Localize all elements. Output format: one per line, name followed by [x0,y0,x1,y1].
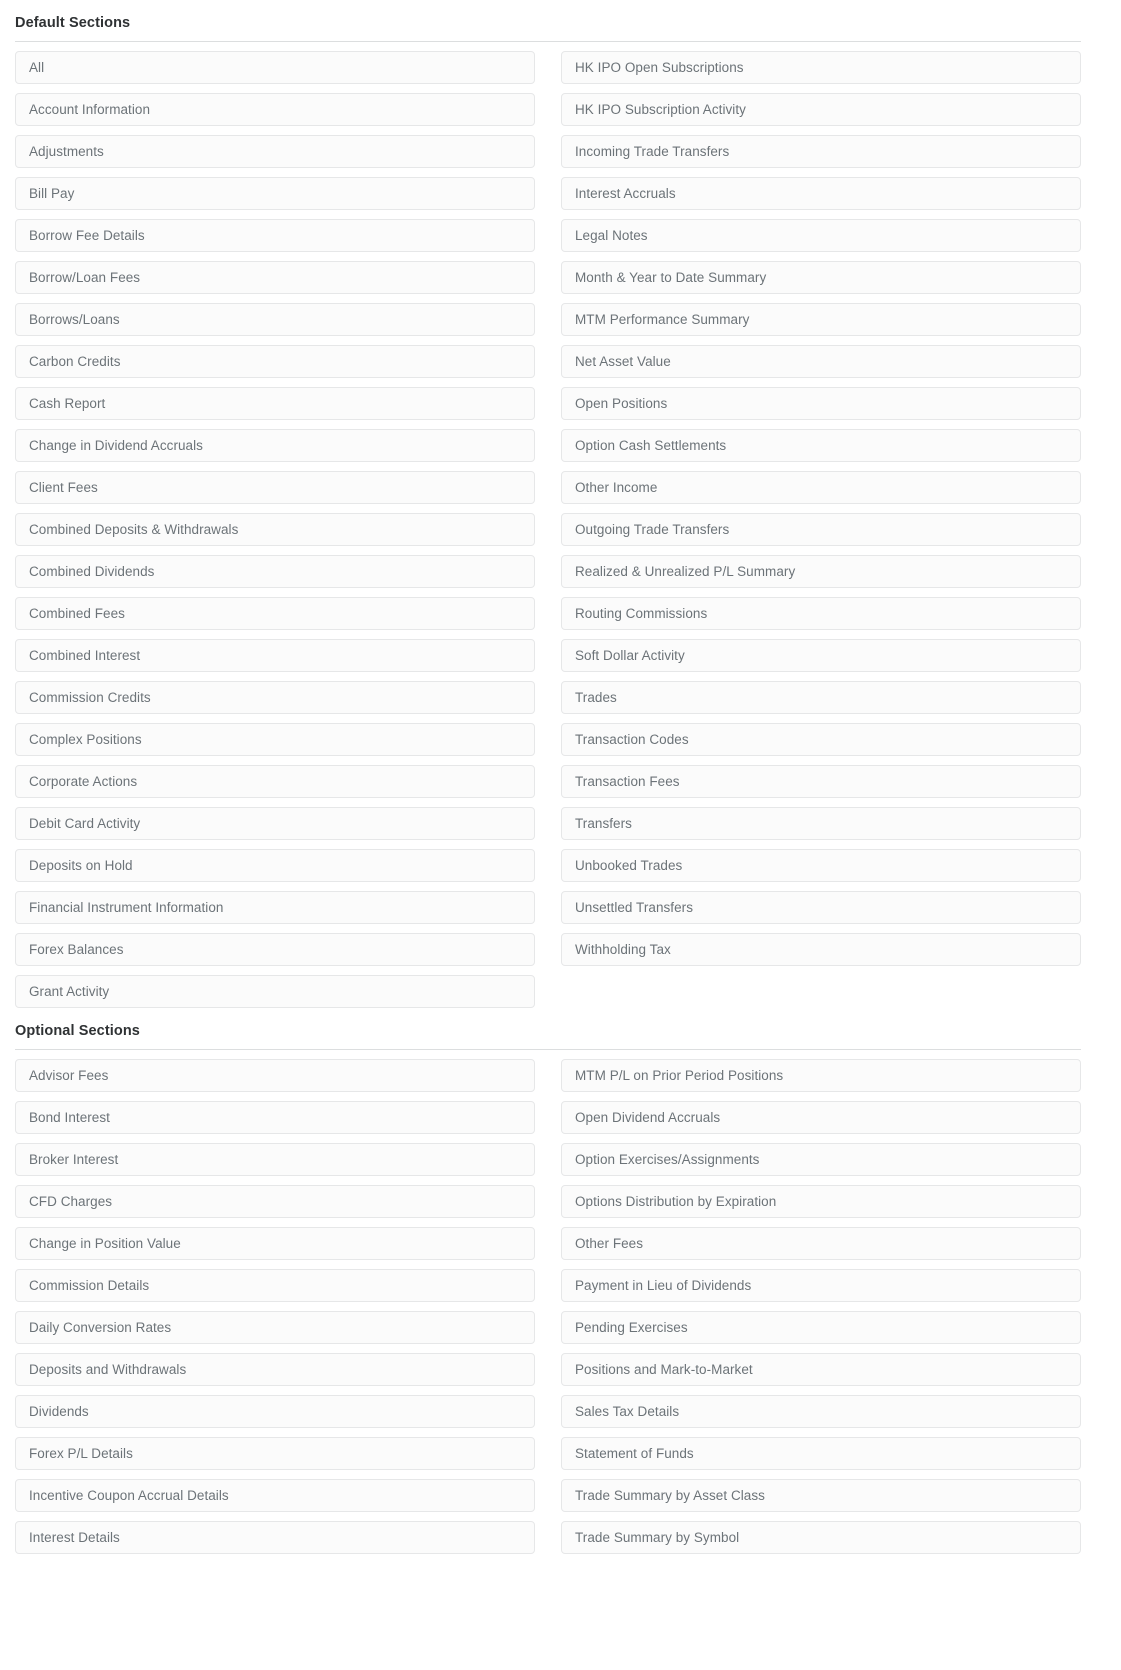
section-item-label: HK IPO Subscription Activity [575,101,746,117]
section-item[interactable] [561,1437,1081,1470]
section-item[interactable] [15,1479,535,1512]
section-item-label: Interest Details [29,1529,120,1545]
section-item[interactable] [561,1269,1081,1302]
section-item-label: Soft Dollar Activity [575,647,685,663]
section-item[interactable] [561,513,1081,546]
optional-sections-right-column [561,1059,1081,1554]
section-item[interactable] [561,345,1081,378]
section-item-label: Corporate Actions [29,773,138,789]
section-item-label: Deposits on Hold [29,857,133,873]
section-item[interactable] [15,1059,535,1092]
section-item[interactable] [561,807,1081,840]
section-item[interactable] [15,1227,535,1260]
section-item[interactable] [15,849,535,882]
section-item-label: MTM P/L on Prior Period Positions [575,1067,784,1083]
section-item-label: Transaction Codes [575,731,689,747]
section-item-label: Grant Activity [29,983,110,999]
section-item-label: Forex P/L Details [29,1445,133,1461]
section-item[interactable] [561,681,1081,714]
section-item-label: Other Fees [575,1235,644,1251]
section-item[interactable] [561,1311,1081,1344]
section-item[interactable] [561,135,1081,168]
section-item[interactable] [561,891,1081,924]
section-item-label: Borrow Fee Details [29,227,145,243]
section-item-label: Option Cash Settlements [575,437,727,453]
section-item-label: Daily Conversion Rates [29,1319,172,1335]
section-item[interactable] [15,219,535,252]
section-item-label: Trades [575,689,617,705]
section-item[interactable] [15,891,535,924]
default-sections-section [15,0,1081,1008]
section-item[interactable] [561,429,1081,462]
section-item-label: Forex Balances [29,941,124,957]
section-item-label: All [29,59,45,75]
section-item[interactable] [561,933,1081,966]
section-item-label: Combined Deposits & Withdrawals [29,521,239,537]
section-item-label: Account Information [29,101,151,117]
section-item[interactable] [15,1311,535,1344]
section-item[interactable] [15,387,535,420]
section-item-label: Transaction Fees [575,773,680,789]
section-item[interactable] [561,723,1081,756]
section-item[interactable] [15,597,535,630]
section-item[interactable] [561,1143,1081,1176]
section-item-label: Other Income [575,479,658,495]
section-item[interactable] [15,177,535,210]
section-item[interactable] [15,765,535,798]
section-item-label: Change in Position Value [29,1235,181,1251]
section-item[interactable] [15,807,535,840]
section-item[interactable] [15,1143,535,1176]
section-item[interactable] [561,219,1081,252]
section-item[interactable] [15,1101,535,1134]
section-item-label: Open Positions [575,395,668,411]
section-item-label: Pending Exercises [575,1319,688,1335]
section-item-label: Outgoing Trade Transfers [575,521,730,537]
section-item[interactable] [15,471,535,504]
section-item-label: Options Distribution by Expiration [575,1193,777,1209]
section-item[interactable] [15,1395,535,1428]
section-item[interactable] [561,1479,1081,1512]
section-item[interactable] [15,51,535,84]
section-item[interactable] [15,345,535,378]
section-item-label: Combined Dividends [29,563,155,579]
section-item[interactable] [15,1437,535,1470]
section-item[interactable] [15,513,535,546]
section-item-label: Trade Summary by Symbol [575,1529,740,1545]
section-item-label: Sales Tax Details [575,1403,680,1419]
section-item[interactable] [561,597,1081,630]
section-item[interactable] [561,555,1081,588]
default-sections-left-column [15,51,535,1008]
section-item-label: Carbon Credits [29,353,121,369]
section-divider [15,1049,1081,1050]
section-item[interactable] [561,1227,1081,1260]
section-item-label: Change in Dividend Accruals [29,437,203,453]
section-item-label: Withholding Tax [575,941,671,957]
section-item-label: Incoming Trade Transfers [575,143,730,159]
section-item-label: Unbooked Trades [575,857,683,873]
section-item[interactable] [15,261,535,294]
section-item-label: Combined Interest [29,647,141,663]
optional-sections-left-column [15,1059,535,1554]
section-item-label: Borrows/Loans [29,311,120,327]
optional-sections-header: Optional Sections [15,1022,140,1039]
section-item-label: Borrow/Loan Fees [29,269,141,285]
section-item[interactable] [561,1353,1081,1386]
section-item-label: Advisor Fees [29,1067,109,1083]
section-item[interactable] [15,1269,535,1302]
section-item-label: Realized & Unrealized P/L Summary [575,563,796,579]
section-item[interactable] [15,429,535,462]
section-item[interactable] [15,639,535,672]
section-item[interactable] [561,765,1081,798]
section-item-label: Payment in Lieu of Dividends [575,1277,752,1293]
section-item-label: Client Fees [29,479,98,495]
section-item[interactable] [561,1185,1081,1218]
section-item[interactable] [15,93,535,126]
section-item[interactable] [15,1185,535,1218]
section-item-label: Cash Report [29,395,106,411]
section-item-label: Statement of Funds [575,1445,694,1461]
section-item-label: Commission Credits [29,689,151,705]
section-item[interactable] [15,1353,535,1386]
section-item[interactable] [561,387,1081,420]
section-item[interactable] [561,1395,1081,1428]
section-item-label: CFD Charges [29,1193,113,1209]
section-item[interactable] [561,849,1081,882]
section-item[interactable] [15,723,535,756]
section-item[interactable] [561,1101,1081,1134]
section-item-label: Commission Details [29,1277,150,1293]
section-item-label: Transfers [575,815,632,831]
section-item-label: Interest Accruals [575,185,676,201]
section-item[interactable] [561,1059,1081,1092]
section-item[interactable] [15,681,535,714]
section-item-label: Positions and Mark-to-Market [575,1361,753,1377]
section-item[interactable] [15,303,535,336]
section-item-label: Trade Summary by Asset Class [575,1487,765,1503]
section-item[interactable] [561,51,1081,84]
section-item[interactable] [15,135,535,168]
section-item[interactable] [15,555,535,588]
default-sections-header: Default Sections [15,15,131,31]
section-item-label: Routing Commissions [575,605,708,621]
section-item-label: Financial Instrument Information [29,899,224,915]
section-item[interactable] [561,471,1081,504]
section-divider [15,41,1081,42]
optional-sections-grid [15,1059,1081,1554]
section-item[interactable] [561,177,1081,210]
section-item-label: MTM Performance Summary [575,311,750,327]
section-item-label: Complex Positions [29,731,142,747]
default-sections-grid [15,51,1081,1008]
default-sections-right-column [561,51,1081,1008]
section-item-label: Bond Interest [29,1109,110,1125]
section-item-label: Deposits and Withdrawals [29,1361,187,1377]
section-item-label: Open Dividend Accruals [575,1109,721,1125]
section-item[interactable] [561,303,1081,336]
section-item[interactable] [15,1521,535,1554]
section-item-label: Net Asset Value [575,353,671,369]
section-item-label: Option Exercises/Assignments [575,1151,760,1167]
section-item-label: Adjustments [29,143,104,159]
section-item[interactable] [15,933,535,966]
section-item-label: Debit Card Activity [29,815,141,831]
section-item[interactable] [561,93,1081,126]
section-item[interactable] [561,639,1081,672]
section-item-label: Incentive Coupon Accrual Details [29,1487,229,1503]
section-item-label: HK IPO Open Subscriptions [575,59,744,75]
section-item-label: Broker Interest [29,1151,119,1167]
section-item[interactable] [561,1521,1081,1554]
section-item[interactable] [15,975,535,1008]
section-item-label: Legal Notes [575,227,648,243]
section-item-label: Month & Year to Date Summary [575,269,767,285]
section-item-label: Unsettled Transfers [575,899,694,915]
section-item[interactable] [561,261,1081,294]
optional-sections-section [15,1008,1081,1554]
section-item-label: Bill Pay [29,185,75,201]
section-item-label: Dividends [29,1403,89,1419]
section-item-label: Combined Fees [29,605,125,621]
